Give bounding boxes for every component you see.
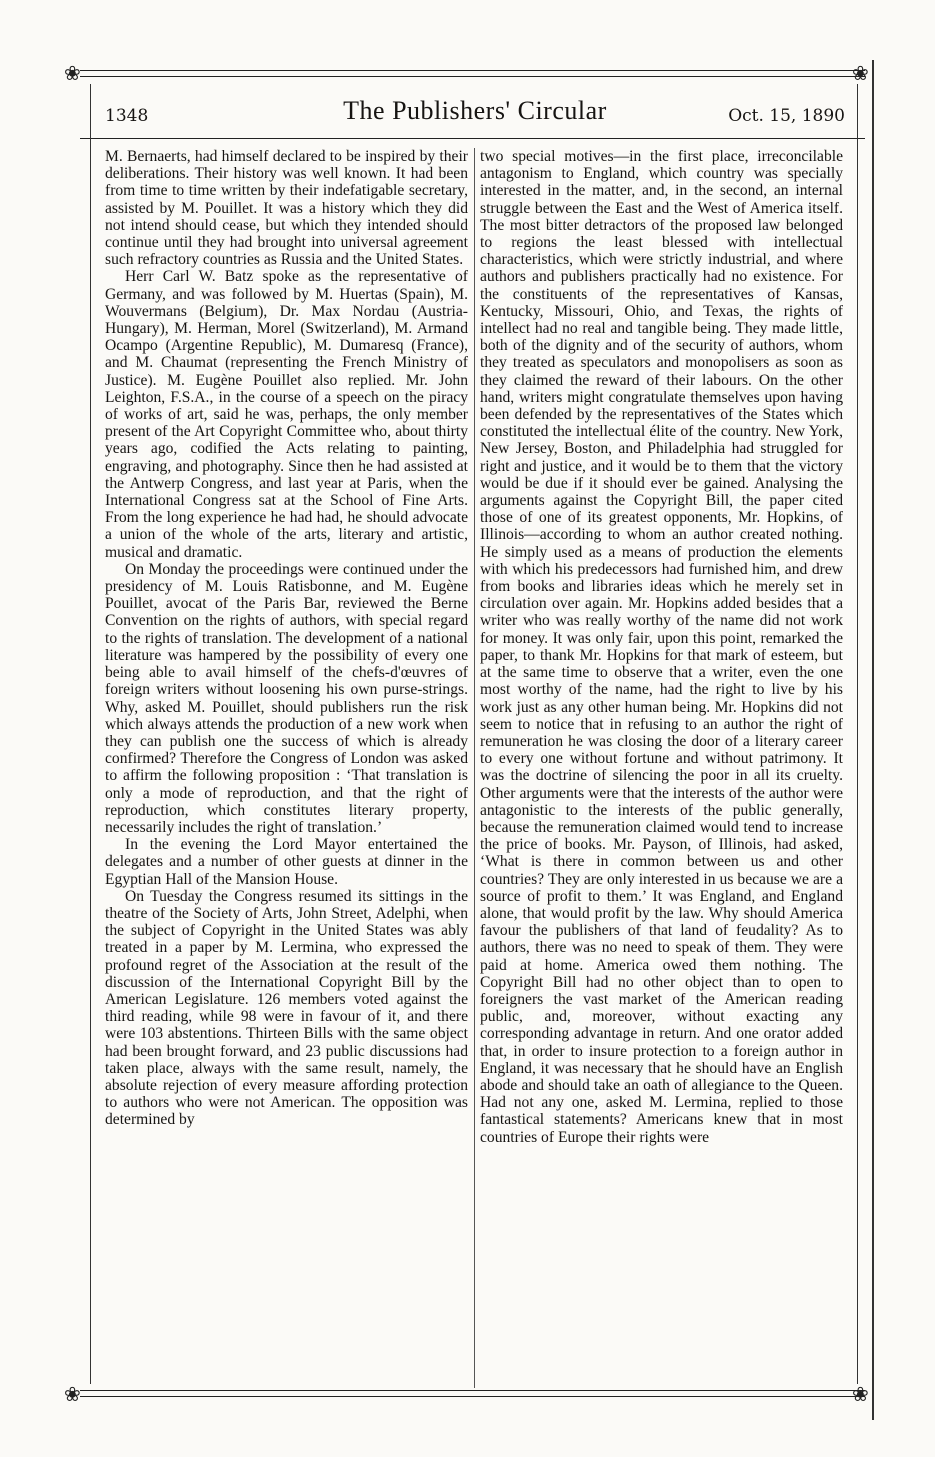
column-divider — [474, 148, 475, 1388]
running-header — [105, 96, 845, 130]
bottom-rule — [80, 1396, 865, 1397]
corner-ornament-icon: ❀ — [852, 61, 869, 85]
paragraph: On Monday the proceedings were continued under the presidency of M. Louis Ratisbonne, and M. Eugène Pouillet, avocat of the Paris Bar, reviewed the Berne Convention on the rights of authors, with special regard to the rights of translation. The development of a national literature was hampered by the possibility of every one being able to avail himself of the chefs-d'œuvres of foreign writers without loosening his own purse-strings. Why, asked M. Pouillet, should publishers run the risk which always attends the production of a new work when they can publish one the success of which is already confirmed? Therefore the Congress of London was asked to affirm the following proposition : ‘That translation is only a mode of reproduction, and that the right of reproduction, which constitutes literary property, necessarily includes the right of translation.’ — [105, 560, 468, 836]
paragraph: Herr Carl W. Batz spoke as the representative of Germany, and was followed by M. Huertas (Spain), M. Wouvermans (Belgium), Dr. Max Nordau (Austria-Hungary), M. Herman, Morel (Switzerland), M. Armand Ocampo (Argentine Republic), M. Dumaresq (France), and M. Chaumat (representing the French Ministry of Justice). M. Eugène Pouillet also replied. Mr. John Leighton, F.S.A., in the course of a speech on the piracy of works of art, said he was, perhaps, the only member present of the Art Copyright Committee who, about thirty years ago, codified the Acts relating to painting, engraving, and photography. Since then he had assisted at the Antwerp Congress, and last year at Paris, when the International Congress sat at the School of Fine Arts. From the long experience he had had, he should advocate a union of the whole of the arts, literary and artistic, musical and dramatic. — [105, 268, 468, 561]
paragraph: On Tuesday the Congress resumed its sittings in the theatre of the Society of Arts, John Street, Adelphi, when the subject of Copyright in the United States was ably treated in a paper by M. Lermina, who expressed the profound regret of the Association at the result of the discussion of the International Copyright Bill by the American Legislature. 126 members voted against the third reading, while 98 were in favour of it, and there were 103 abstentions. Thirteen Bills with the same object had been brought forward, and 23 public discussions had taken place, always with the same result, namely, the absolute rejection of every measure affording protection to authors who were not American. The opposition was determined by — [105, 887, 468, 1129]
paragraph: two special motives—in the first place, irreconcilable antagonism to England, which country was specially interested in the matter, and, in the second, an internal struggle between the East and the West of America itself. The most bitter detractors of the proposed law belonged to regions the least blessed with intellectual characteristics, which were strictly industrial, and where authors and publishers practically had no existence. For the constituents of the representatives of Kansas, Kentucky, Missouri, Ohio, and Texas, the rights of intellect had no real and tangible being. They made little, both of the dignity and of the security of authors, whom they treated as speculators and monopolisers as soon as they claimed the reward of their labours. On the other hand, writers might congratulate themselves upon having been defended by the representatives of the States which constituted the intellectual élite of the country. New York, New Jersey, Boston, and Philadelphia had struggled for right and justice, and it would be to them that the victory would be due if it should ever be gained. Analysing the arguments against the Copyright Bill, the paper cited those of one of its greatest opponents, Mr. Hopkins, of Illinois—according to whom an author created nothing. He simply used as a means of production the elements with which his predecessors had furnished him, and drew from books and libraries ideas which he merely set in circulation over again. Mr. Hopkins added besides that a writer who was really worthy of the name did not work for money. It was only fair, upon this point, remarked the paper, to thank Mr. Hopkins for that mark of esteem, but at the same time to observe that a writer, even the one most worthy of the name, had the right to live by his work just as any other human being. Mr. Hopkins did not seem to notice that in refusing to an author the right of remuneration he was closing the door of a literary career to every one without fortune and without patrimony. It was the doctrine of silencing the poor in all its cruelty. Other arguments were that the interests of the author were antagonistic to the interests of the public generally, because the remuneration claimed would tend to increase the price of books. Mr. Payson, of Illinois, had asked, ‘What is there in common between us and other countries? They are only interested in us because we are a source of profit to them.’ It was England, and England alone, that would profit by the law. Why should America favour the publishers of that land of feudality? As to authors, there was no need to speak of them. They were paid at home. America owed them nothing. The Copyright Bill had no other object than to open to foreigners the vast market of the American reading public, and, moreover, without exacting any corresponding advantage in return. And one orator added that, in order to insure protection to a foreign author in England, it was necessary that he should have an English abode and should take an oath of allegiance to the Queen. Had not any one, asked M. Lermina, replied to those fantastical statements? Americans knew that in most countries of Europe their rights were — [480, 148, 843, 1146]
corner-ornament-icon: ❀ — [64, 61, 81, 85]
left-border — [90, 84, 91, 1384]
page-edge — [872, 60, 874, 1420]
page-number: 1348 — [105, 106, 149, 126]
left-column — [105, 148, 468, 1129]
bottom-rule-inner — [80, 1390, 865, 1391]
right-border — [857, 84, 858, 1384]
header-rule — [80, 138, 865, 139]
issue-date: Oct. 15, 1890 — [728, 106, 845, 126]
journal-title: The Publishers' Circular — [343, 96, 607, 125]
corner-ornament-icon: ❀ — [852, 1382, 869, 1406]
top-rule-inner — [80, 76, 865, 77]
paragraph: M. Bernaerts, had himself declared to be inspired by their deliberations. Their history was well known. It had been from time to time written by their indefatigable secretary, assisted by M. Pouillet. It was a history which they did not intend should cease, but which they intended should continue until they had brought into universal agreement such refractory countries as Russia and the United States. — [105, 148, 468, 269]
top-rule — [80, 70, 865, 71]
right-column — [480, 148, 843, 1146]
corner-ornament-icon: ❀ — [64, 1382, 81, 1406]
paragraph: In the evening the Lord Mayor entertained the delegates and a number of other guests at dinner in the Egyptian Hall of the Mansion House. — [105, 836, 468, 888]
